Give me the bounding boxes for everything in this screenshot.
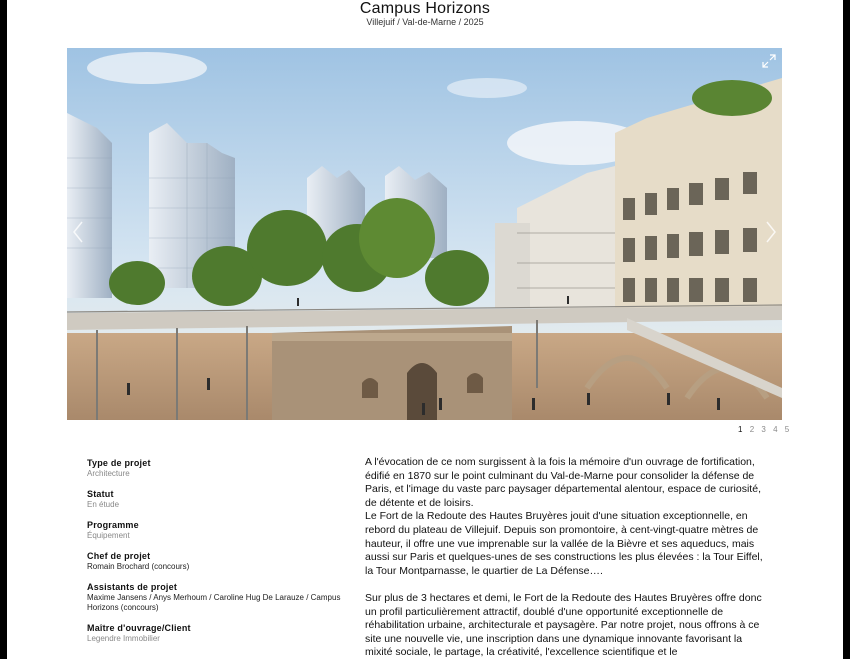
pagination-item-1[interactable]: 1 — [738, 425, 743, 434]
detail-type — [87, 458, 347, 479]
detail-label: Programme — [87, 520, 139, 530]
project-details — [87, 458, 347, 654]
detail-assistants — [87, 582, 347, 613]
expand-icon[interactable] — [762, 54, 776, 68]
detail-label: Type de projet — [87, 458, 151, 468]
detail-program — [87, 520, 347, 541]
detail-client — [87, 623, 347, 644]
pagination-item-2[interactable]: 2 — [749, 425, 755, 434]
pagination-item-4[interactable]: 4 — [773, 425, 778, 434]
project-title: Campus Horizons — [359, 0, 491, 17]
gallery-pagination — [733, 425, 789, 434]
detail-value: En étude — [87, 500, 120, 509]
detail-label: Maître d'ouvrage/Client — [87, 623, 191, 633]
detail-status — [87, 489, 347, 510]
detail-value: Maxime Jansens / Anys Merhoum / Caroline Hug De Larauze / Campus Horizons (concours) — [87, 593, 341, 612]
pagination-item-3[interactable]: 3 — [761, 425, 766, 434]
project-description — [365, 456, 765, 659]
detail-label: Statut — [87, 489, 114, 499]
detail-value: Romain Brochard (concours) — [87, 562, 190, 571]
page — [7, 0, 843, 659]
detail-project-lead — [87, 551, 347, 572]
next-image-icon[interactable] — [764, 220, 778, 244]
description-paragraph: A l'évocation de ce nom surgissent à la fois la mémoire d'un ouvrage de fortification, édifié en 1870 sur le point culminant du Val-de-Marne pour consolider la défense de Paris, et l'image du vaste parc paysager départemental alentour, espace de curiosité, de détente et de loisirs. Le Fort de la Redoute des Hautes Bruyères jouit d'une situation exceptionnelle, en rebord du plateau de Villejuif. Depuis son promontoire, à cent-vingt-quatre mètres de hauteur, il offre une vue imprenable sur la vallée de la Bièvre et ses aqueducs, mais aussi sur Paris et quelques-unes de ses constructions les plus élevées : la Tour Eiffel, la Tour Montparnasse, le quartier de La Défense…. — [365, 456, 763, 577]
detail-label: Chef de projet — [87, 551, 151, 561]
project-image[interactable] — [67, 48, 782, 420]
detail-value: Legendre Immobilier — [87, 634, 160, 643]
pagination-item-5[interactable]: 5 — [784, 425, 790, 434]
detail-value: Architecture — [87, 469, 130, 478]
project-subtitle: Villejuif / Val-de-Marne / 2025 — [366, 17, 484, 27]
previous-image-icon[interactable] — [71, 220, 85, 244]
detail-value: Équipement — [87, 531, 130, 540]
architecture-rendering — [67, 48, 782, 420]
detail-label: Assistants de projet — [87, 582, 178, 592]
description-paragraph: Sur plus de 3 hectares et demi, le Fort de la Redoute des Hautes Bruyères offre donc un profil particulièrement attractif, doublé d'une opportunité exceptionnelle de réhabilitation urbaine, architecturale et paysagère. Par notre projet, nous offrons à ce site une nouvelle vie, une inscription dans une dynamique innovante favorisant la mixité sociale, le partage, la créativité, l'excellence scientifique et le — [365, 591, 762, 659]
